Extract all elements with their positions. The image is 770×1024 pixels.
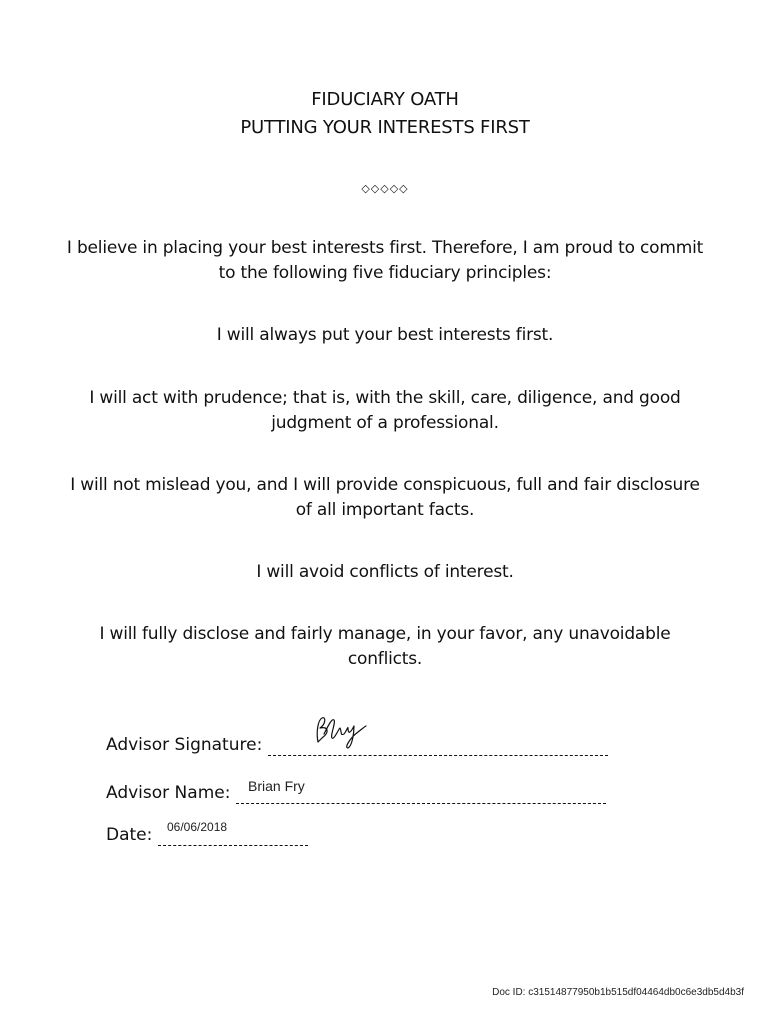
signature-label: Advisor Signature: <box>106 735 263 755</box>
date-value: 06/06/2018 <box>167 820 228 834</box>
page-title <box>60 86 710 142</box>
advisor-name-label: Advisor Name: <box>106 783 231 803</box>
principle-2: I will act with prudence; that is, with the skill, care, diligence, and good judgment of a professional. <box>89 388 681 433</box>
handwritten-signature <box>310 712 370 750</box>
date-label: Date: <box>106 825 153 845</box>
principle-5: I will fully disclose and fairly manage, in your favor, any unavoidable conflicts. <box>99 624 671 669</box>
advisor-name-row <box>106 782 606 804</box>
principle-3: I will not mislead you, and I will provide conspicuous, full and fair disclosure of all important facts. <box>70 475 700 520</box>
advisor-name-value: Brian Fry <box>248 778 305 794</box>
doc-id: Doc ID: c31514877950b1b515df04464db0c6e3db5d4b3f <box>492 987 744 998</box>
principle-1: I will always put your best interests first. <box>216 325 554 345</box>
intro-paragraph: I believe in placing your best interests first. Therefore, I am proud to commit to the following five fiduciary principles: <box>66 238 704 283</box>
title-line-1: FIDUCIARY OATH <box>311 89 459 110</box>
principle-4: I will avoid conflicts of interest. <box>256 562 514 582</box>
ornament-divider: ◇◇◇◇◇ <box>361 182 409 195</box>
title-line-2: PUTTING YOUR INTERESTS FIRST <box>240 117 530 138</box>
